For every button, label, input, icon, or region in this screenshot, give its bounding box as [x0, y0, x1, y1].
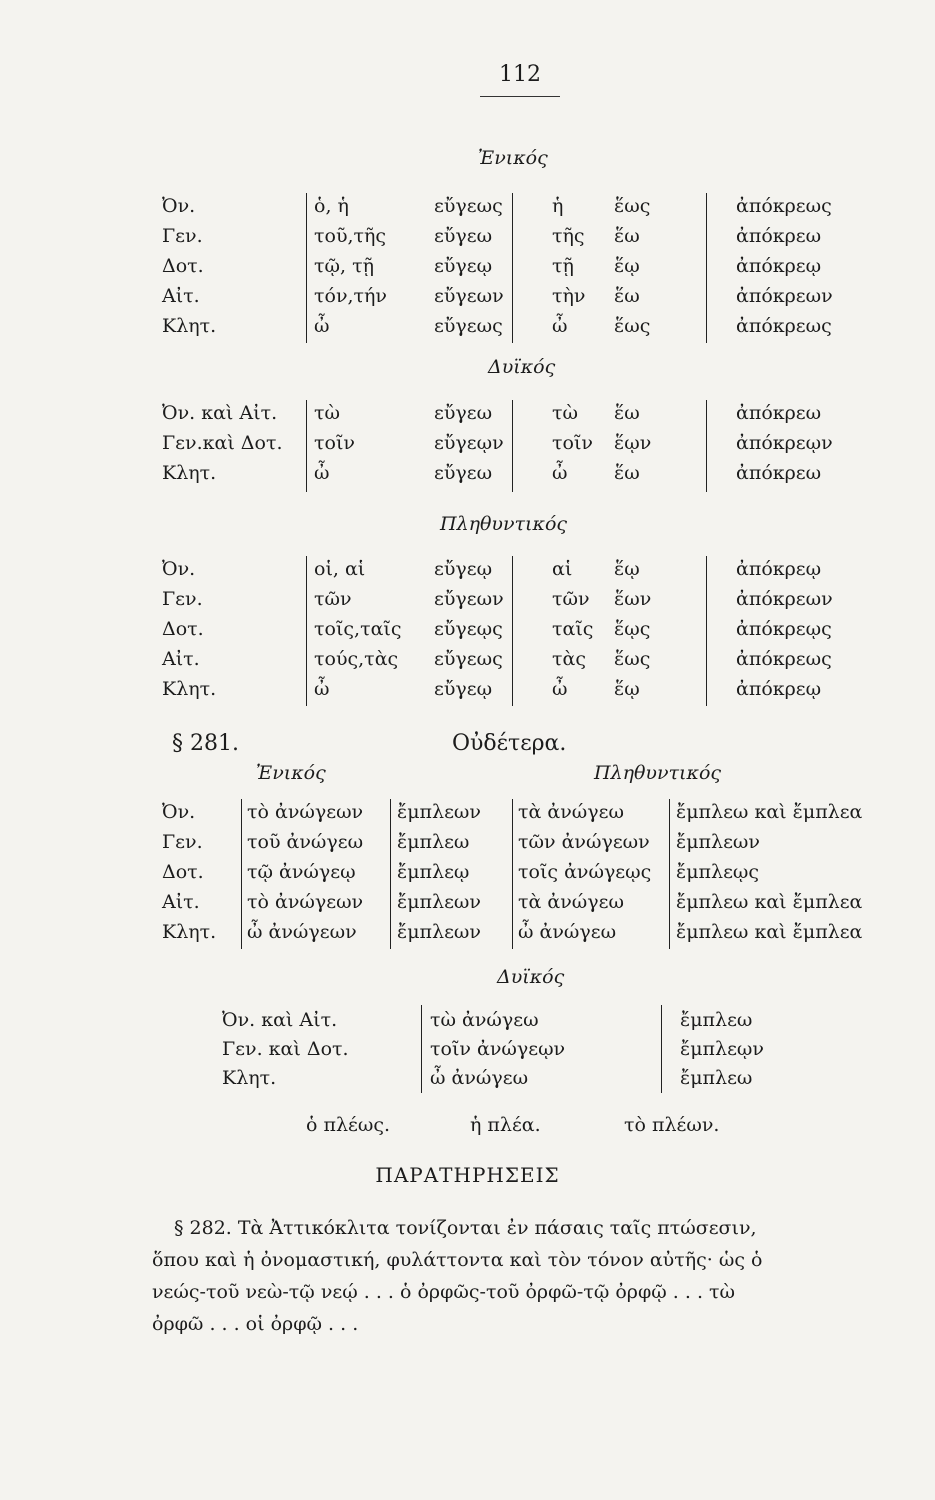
form-cell: ἕῳ	[614, 558, 640, 580]
case-label: Κλητ.	[162, 462, 217, 484]
form-cell: ἔμπλεω	[680, 1009, 753, 1031]
article-cell: τοῦ,τῆς	[314, 225, 387, 247]
form-cell: ἀπόκρεως	[736, 195, 832, 217]
article-cell: τῷ, τῇ	[314, 255, 374, 277]
form-cell: ἔμπλεῳν	[680, 1038, 764, 1060]
form-cell: ἕῳ	[614, 255, 640, 277]
case-label: Κλητ.	[162, 315, 217, 337]
form-cell: ἔμπλεων	[397, 801, 481, 823]
form-cell: ἔμπλεῳς	[676, 861, 760, 883]
article-cell: οἱ, αἱ	[314, 558, 366, 580]
form-cell: εὔγεω	[434, 462, 493, 484]
article-cell: ὦ	[552, 462, 568, 484]
table1-rule	[706, 400, 707, 492]
table1-rule	[706, 193, 707, 343]
section-title: Οὐδέτερα.	[452, 731, 567, 756]
table1-rule	[512, 193, 513, 343]
form-cell: ἀπόκρεως	[736, 648, 832, 670]
form-cell: ἀπόκρεῳν	[736, 432, 833, 454]
form-cell: ἔμπλεω καὶ ἔμπλεα	[676, 801, 863, 823]
form-cell: ἀπόκρεω	[736, 225, 822, 247]
form-cell: ἔμπλεω καὶ ἔμπλεα	[676, 891, 863, 913]
paragraph-line: § 282. Τὰ Ἀττικόκλιτα τονίζονται ἐν πάσαις ταῖς πτώσεσιν,	[174, 1217, 757, 1239]
form-cell: εὔγεῳ	[434, 255, 493, 277]
form-cell: ἕω	[614, 462, 640, 484]
form-cell: τῷ ἀνώγεῳ	[247, 861, 356, 883]
case-label: Γεν.καὶ Δοτ.	[162, 432, 283, 454]
case-label: Ὀν. καὶ Αἰτ.	[222, 1009, 338, 1031]
form-cell: εὔγεως	[434, 648, 503, 670]
paragraph-line: νεώς-τοῦ νεὼ-τῷ νεῴ . . . ὁ ὀρφῶς-τοῦ ὀρφῶ-τῷ ὀρφῷ . . . τὼ	[152, 1281, 736, 1303]
form-cell: τῶν ἀνώγεων	[518, 831, 650, 853]
form-cell: ἀπόκρεῳ	[736, 558, 822, 580]
article-cell: τὼ	[552, 402, 579, 424]
article-cell: τῶν	[552, 588, 590, 610]
table2-rule	[661, 1005, 662, 1093]
form-cell: ἕων	[614, 588, 652, 610]
case-label: Ὀν.	[162, 801, 196, 823]
case-label: Αἰτ.	[162, 891, 200, 913]
form-cell: τὼ ἀνώγεω	[430, 1009, 539, 1031]
form-cell: ἕῳς	[614, 618, 651, 640]
heading-plural: Πληθυντικός	[440, 513, 568, 535]
table2-rule	[241, 799, 242, 949]
observations-title: ΠΑΡΑΤΗΡΗΣΕΙΣ	[375, 1163, 560, 1187]
table1-rule	[306, 193, 307, 343]
form-cell: τοῖς ἀνώγεῳς	[518, 861, 652, 883]
observations-paragraph	[152, 1212, 892, 1340]
form-cell: εὔγεων	[434, 285, 504, 307]
case-label: Κλητ.	[162, 678, 217, 700]
case-label: Δοτ.	[162, 861, 204, 883]
form-cell: εὔγεων	[434, 588, 504, 610]
case-label: Γεν.	[162, 588, 203, 610]
case-label: Δοτ.	[162, 255, 204, 277]
form-cell: ἔμπλεῳ	[397, 861, 470, 883]
article-cell: τοῖν	[552, 432, 593, 454]
footer-form: ὁ πλέως.	[306, 1114, 391, 1136]
form-cell: εὔγεῳ	[434, 558, 493, 580]
case-label: Γεν.	[162, 831, 203, 853]
form-cell: ἀπόκρεῳ	[736, 678, 822, 700]
form-cell: ἀπόκρεῳ	[736, 255, 822, 277]
table1-rule	[512, 400, 513, 492]
article-cell: ὦ	[314, 462, 330, 484]
article-cell: αἱ	[552, 558, 573, 580]
form-cell: εὔγεῳς	[434, 618, 503, 640]
article-cell: τὴν	[552, 285, 586, 307]
form-cell: ἔμπλεω	[680, 1067, 753, 1089]
form-cell: ἕω	[614, 402, 640, 424]
form-cell: εὔγεω	[434, 402, 493, 424]
form-cell: εὔγεω	[434, 225, 493, 247]
article-cell: τοῖν	[314, 432, 355, 454]
form-cell: τὸ ἀνώγεων	[247, 891, 364, 913]
form-cell: ἔμπλεω καὶ ἔμπλεα	[676, 921, 863, 943]
form-cell: ἀπόκρεων	[736, 588, 833, 610]
form-cell: ἀπόκρεων	[736, 285, 833, 307]
table2-rule	[512, 799, 513, 949]
form-cell: εὔγεῳ	[434, 678, 493, 700]
table2-rule	[421, 1005, 422, 1093]
form-cell: τοῦ ἀνώγεω	[247, 831, 364, 853]
case-label: Κλητ.	[222, 1067, 277, 1089]
case-label: Αἰτ.	[162, 648, 200, 670]
case-label: Κλητ.	[162, 921, 217, 943]
case-label: Ὀν. καὶ Αἰτ.	[162, 402, 278, 424]
form-cell: εὔγεῳν	[434, 432, 504, 454]
form-cell: ὦ ἀνώγεω	[430, 1067, 529, 1089]
form-cell: ἀπόκρεω	[736, 462, 822, 484]
heading-singular: Ἐνικός	[256, 762, 326, 784]
article-cell: τῇ	[552, 255, 574, 277]
paragraph-line: ὅπου καὶ ἡ ὀνομαστική, φυλάττοντα καὶ τὸν τόνον αὐτῆς· ὡς ὁ	[152, 1249, 763, 1271]
section-number: § 281.	[172, 731, 239, 756]
article-cell: ὁ, ἡ	[314, 195, 349, 217]
article-cell: τὼ	[314, 402, 341, 424]
heading-dual: Δυϊκός	[488, 356, 556, 378]
article-cell: ἡ	[552, 195, 564, 217]
case-label: Γεν.	[162, 225, 203, 247]
form-cell: ἕω	[614, 225, 640, 247]
form-cell: εὔγεως	[434, 195, 503, 217]
heading-dual: Δυϊκός	[497, 966, 565, 988]
form-cell: τὰ ἀνώγεω	[518, 891, 624, 913]
case-label: Ὀν.	[162, 558, 196, 580]
paragraph-line: ὀρφῶ . . . οἱ ὀρφῷ . . .	[152, 1313, 359, 1335]
heading-plural: Πληθυντικός	[594, 762, 722, 784]
form-cell: τοῖν ἀνώγεῳν	[430, 1038, 566, 1060]
footer-form: ἡ πλέα.	[470, 1114, 541, 1136]
form-cell: τὸ ἀνώγεων	[247, 801, 364, 823]
article-cell: τὰς	[552, 648, 586, 670]
form-cell: ἕως	[614, 195, 651, 217]
footer-form: τὸ πλέων.	[624, 1114, 720, 1136]
table1-rule	[512, 556, 513, 706]
case-label: Ὀν.	[162, 195, 196, 217]
form-cell: ἔμπλεων	[676, 831, 760, 853]
header-rule	[480, 96, 560, 97]
form-cell: ἕῳν	[614, 432, 652, 454]
article-cell: ὦ	[314, 315, 330, 337]
case-label: Δοτ.	[162, 618, 204, 640]
form-cell: τὰ ἀνώγεω	[518, 801, 624, 823]
article-cell: ὦ	[552, 315, 568, 337]
table1-rule	[306, 400, 307, 492]
table2-rule	[669, 799, 670, 949]
form-cell: ἕως	[614, 315, 651, 337]
article-cell: τούς,τὰς	[314, 648, 399, 670]
form-cell: ἔμπλεων	[397, 921, 481, 943]
table1-rule	[706, 556, 707, 706]
table2-rule	[390, 799, 391, 949]
article-cell: ταῖς	[552, 618, 594, 640]
form-cell: ὦ ἀνώγεω	[518, 921, 617, 943]
article-cell: τόν,τήν	[314, 285, 387, 307]
form-cell: ἀπόκρεῳς	[736, 618, 832, 640]
form-cell: ἔμπλεω	[397, 831, 470, 853]
form-cell: ἀπόκρεω	[736, 402, 822, 424]
heading-singular: Ἐνικός	[478, 147, 548, 169]
form-cell: ἔμπλεων	[397, 891, 481, 913]
form-cell: ἕως	[614, 648, 651, 670]
article-cell: ὦ	[552, 678, 568, 700]
case-label: Αἰτ.	[162, 285, 200, 307]
page-number: 112	[499, 62, 541, 87]
form-cell: ὦ ἀνώγεων	[247, 921, 357, 943]
form-cell: ἕῳ	[614, 678, 640, 700]
article-cell: τῆς	[552, 225, 585, 247]
form-cell: ἀπόκρεως	[736, 315, 832, 337]
case-label: Γεν. καὶ Δοτ.	[222, 1038, 349, 1060]
table1-rule	[306, 556, 307, 706]
article-cell: ὦ	[314, 678, 330, 700]
article-cell: τοῖς,ταῖς	[314, 618, 402, 640]
form-cell: εὔγεως	[434, 315, 503, 337]
form-cell: ἕω	[614, 285, 640, 307]
article-cell: τῶν	[314, 588, 352, 610]
